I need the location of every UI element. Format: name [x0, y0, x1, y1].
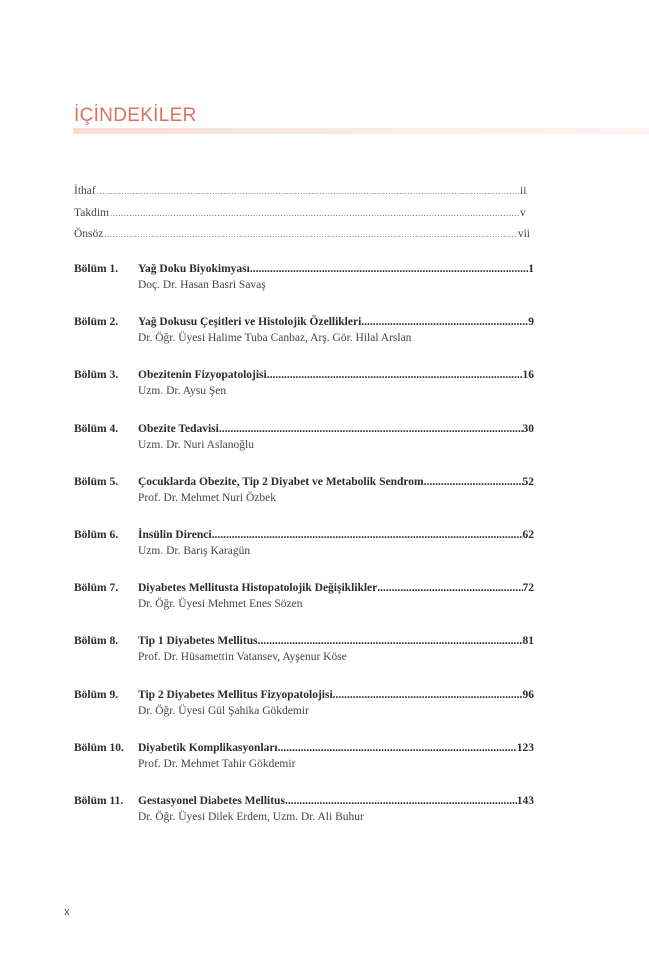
toc-entry-page: v	[520, 206, 526, 219]
dot-leader	[110, 208, 519, 218]
chapter-number: Bölüm 1.	[74, 263, 119, 275]
chapter-authors: Prof. Dr. Mehmet Tahir Gökdemir	[138, 757, 296, 770]
dot-leader	[361, 316, 528, 328]
dot-leader	[333, 689, 523, 701]
toc-entry-label: Önsöz	[74, 228, 104, 240]
chapter-title: Obezitenin Fizyopatolojisi	[138, 369, 267, 382]
chapter-number: Bölüm 3.	[74, 369, 119, 382]
dot-leader	[104, 229, 516, 239]
page-title: İÇİNDEKİLER	[74, 104, 197, 126]
chapter-number: Bölüm 4.	[74, 422, 119, 435]
chapter-page: 16	[522, 369, 534, 382]
toc-entry-takdim[interactable]	[74, 207, 530, 229]
chapter-authors: Uzm. Dr. Barış Karagün	[138, 544, 251, 557]
toc-entry-page: vii	[517, 228, 530, 240]
chapter-authors: Dr. Öğr. Üyesi Dilek Erdem, Uzm. Dr. Ali Buhur	[138, 810, 364, 823]
chapter-title: Gestasyonel Diabetes Mellitus	[138, 794, 285, 807]
chapter-title: Yağ Dokusu Çeşitleri ve Histolojik Özellikleri	[138, 316, 362, 329]
chapter-number: Bölüm 7.	[74, 582, 119, 595]
chapter-page: 1	[528, 263, 534, 275]
chapter-title: Obezite Tedavisi	[138, 422, 219, 435]
chapter-entry-7[interactable]	[74, 582, 534, 635]
chapter-entry-5[interactable]	[74, 476, 534, 529]
chapter-title: Çocuklarda Obezite, Tip 2 Diyabet ve Metabolik Sendrom	[138, 475, 424, 488]
chapter-number: Bölüm 6.	[74, 528, 119, 541]
dot-leader	[97, 186, 519, 196]
chapter-page: 81	[522, 635, 534, 648]
chapter-authors: Uzm. Dr. Nuri Aslanoğlu	[138, 438, 254, 451]
chapter-authors: Uzm. Dr. Aysu Şen	[138, 385, 227, 398]
toc-entry-onsoz[interactable]	[74, 228, 530, 250]
chapter-title: Yağ Doku Biyokimyası	[138, 263, 250, 275]
chapter-number: Bölüm 11.	[74, 794, 124, 807]
chapter-page: 72	[522, 582, 534, 595]
dot-leader	[278, 742, 517, 754]
chapter-title: Tip 1 Diyabetes Mellitus	[138, 635, 258, 648]
chapter-page: 123	[516, 741, 534, 754]
chapter-title: Diyabetik Komplikasyonları	[138, 741, 278, 754]
chapter-entry-8[interactable]	[74, 635, 534, 688]
chapter-entry-4[interactable]	[74, 423, 534, 476]
dot-leader	[377, 582, 522, 594]
chapter-page: 9	[528, 316, 534, 329]
chapter-number: Bölüm 9.	[74, 688, 119, 701]
toc-entry-ithaf[interactable]	[74, 185, 530, 207]
chapter-title: Tip 2 Diyabetes Mellitus Fizyopatolojisi	[138, 688, 333, 701]
chapter-entry-1[interactable]	[74, 263, 534, 316]
dot-leader	[424, 476, 523, 488]
chapter-page: 52	[522, 475, 534, 488]
chapter-authors: Dr. Öğr. Üyesi Mehmet Enes Sözen	[138, 598, 303, 611]
toc-entry-label: İthaf	[74, 185, 96, 197]
dot-leader	[212, 529, 523, 541]
chapter-title: İnsülin Direnci	[138, 528, 212, 541]
chapter-entry-6[interactable]	[74, 529, 534, 582]
front-matter-list	[74, 185, 530, 250]
chapter-page: 62	[522, 528, 534, 541]
chapter-entry-3[interactable]	[74, 369, 534, 422]
chapter-number: Bölüm 5.	[74, 475, 119, 488]
chapter-title: Diyabetes Mellitusta Histopatolojik Değişiklikler	[138, 582, 378, 595]
chapter-number: Bölüm 2.	[74, 316, 119, 329]
dot-leader	[258, 635, 523, 647]
chapter-page: 96	[522, 688, 534, 701]
chapter-page: 143	[516, 794, 534, 807]
chapter-number: Bölüm 10.	[74, 741, 124, 754]
dot-leader	[219, 423, 523, 435]
dot-leader	[250, 263, 528, 275]
title-underline-bar	[73, 128, 649, 134]
chapter-page: 30	[522, 422, 534, 435]
toc-entry-page: ii	[520, 185, 527, 197]
toc-entry-label: Takdim	[74, 206, 109, 219]
chapter-entry-10[interactable]	[74, 742, 534, 795]
chapter-authors: Dr. Öğr. Üyesi Gül Şahika Gökdemir	[138, 704, 309, 717]
chapter-entry-9[interactable]	[74, 689, 534, 742]
chapter-authors: Prof. Dr. Hüsamettin Vatansev, Ayşenur Köse	[138, 651, 347, 664]
chapter-authors: Prof. Dr. Mehmet Nuri Özbek	[138, 491, 276, 504]
chapter-number: Bölüm 8.	[74, 635, 119, 648]
chapter-entry-2[interactable]	[74, 316, 534, 369]
dot-leader	[285, 795, 517, 807]
page-number: x	[64, 906, 70, 918]
chapter-authors: Doç. Dr. Hasan Basri Savaş	[138, 279, 266, 291]
chapter-entry-11[interactable]	[74, 795, 534, 848]
chapter-authors: Dr. Öğr. Üyesi Halime Tuba Canbaz, Arş. Gör. Hilal Arslan	[138, 332, 412, 345]
dot-leader	[267, 369, 523, 381]
chapter-list	[74, 263, 534, 848]
